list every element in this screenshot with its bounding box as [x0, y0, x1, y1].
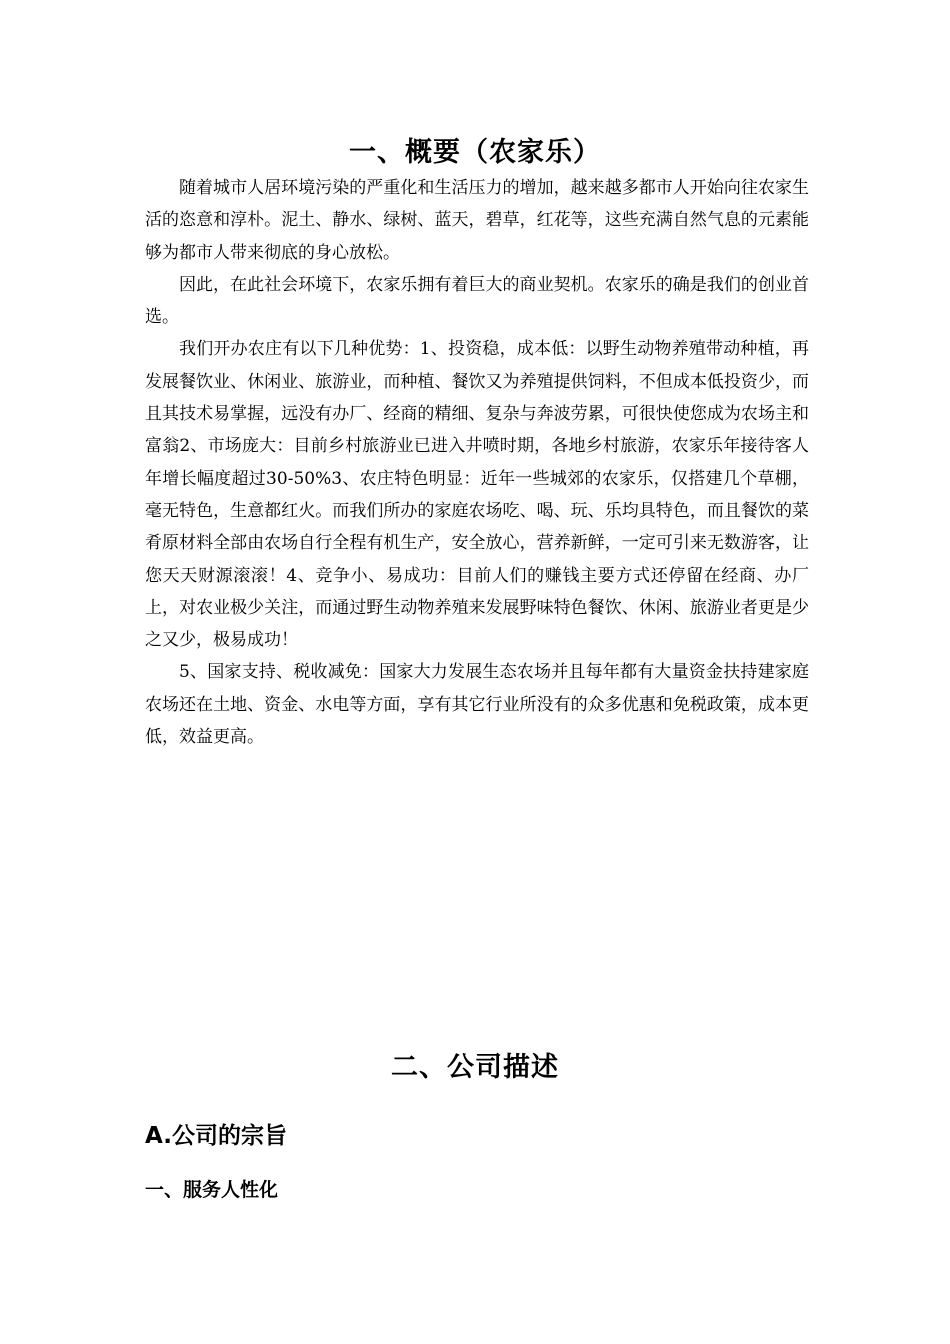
section-title-company: 二、公司描述: [391, 1052, 559, 1083]
subheading-company-purpose: A.公司的宗旨: [145, 1123, 287, 1149]
paragraph-opportunity: 因此，在此社会环境下，农家乐拥有着巨大的商业契机。农家乐的确是我们的创业首选。: [145, 274, 809, 328]
section-title-overview: 一、概要（农家乐）: [349, 137, 601, 168]
overview-body: [145, 172, 809, 753]
paragraph-advantages: 我们开办农庄有以下几种优势：1、投资稳，成本低：以野生动物养殖带动种植，再发展餐饮业、休闲业、旅游业，而种植、餐饮又为养殖提供饲料，不但成本低投资少，而且其技术易掌握，远没有办厂、经商的精细、复杂与奔波劳累，可很快使您成为农场主和富翁2、市场庞大：目前乡村旅游业已进入井喷时期，各地乡村旅游，农家乐年接待客人年增长幅度超过30-50%3、农庄特色明显：近年一些城郊的农家乐，仅搭建几个草棚，毫无特色，生意都红火。而我们所办的家庭农场吃、喝、玩、乐均具特色，而且餐饮的菜肴原材料全部由农场自行全程有机生产，安全放心，营养新鲜，一定可引来无数游客，让您天天财源滚滚！4、竞争小、易成功：目前人们的赚钱主要方式还停留在经商、办厂上，对农业极少关注，而通过野生动物养殖来发展野味特色餐饮、休闲、旅游业者更是少之又少，极易成功！: [145, 339, 809, 651]
paragraph-intro: 随着城市人居环境污染的严重化和生活压力的增加，越来越多都市人开始向往农家生活的恣意和淳朴。泥土、静水、绿树、蓝天，碧草，红花等，这些充满自然气息的元素能够为都市人带来彻底的身心放松。: [145, 178, 809, 263]
paragraph-policy: 5、国家支持、税收减免：国家大力发展生态农场并且每年都有大量资金扶持建家庭农场还在土地、资金、水电等方面，享有其它行业所没有的众多优惠和免税政策，成本更低，效益更高。: [145, 662, 809, 748]
subheading-service: 一、服务人性化: [145, 1179, 279, 1201]
